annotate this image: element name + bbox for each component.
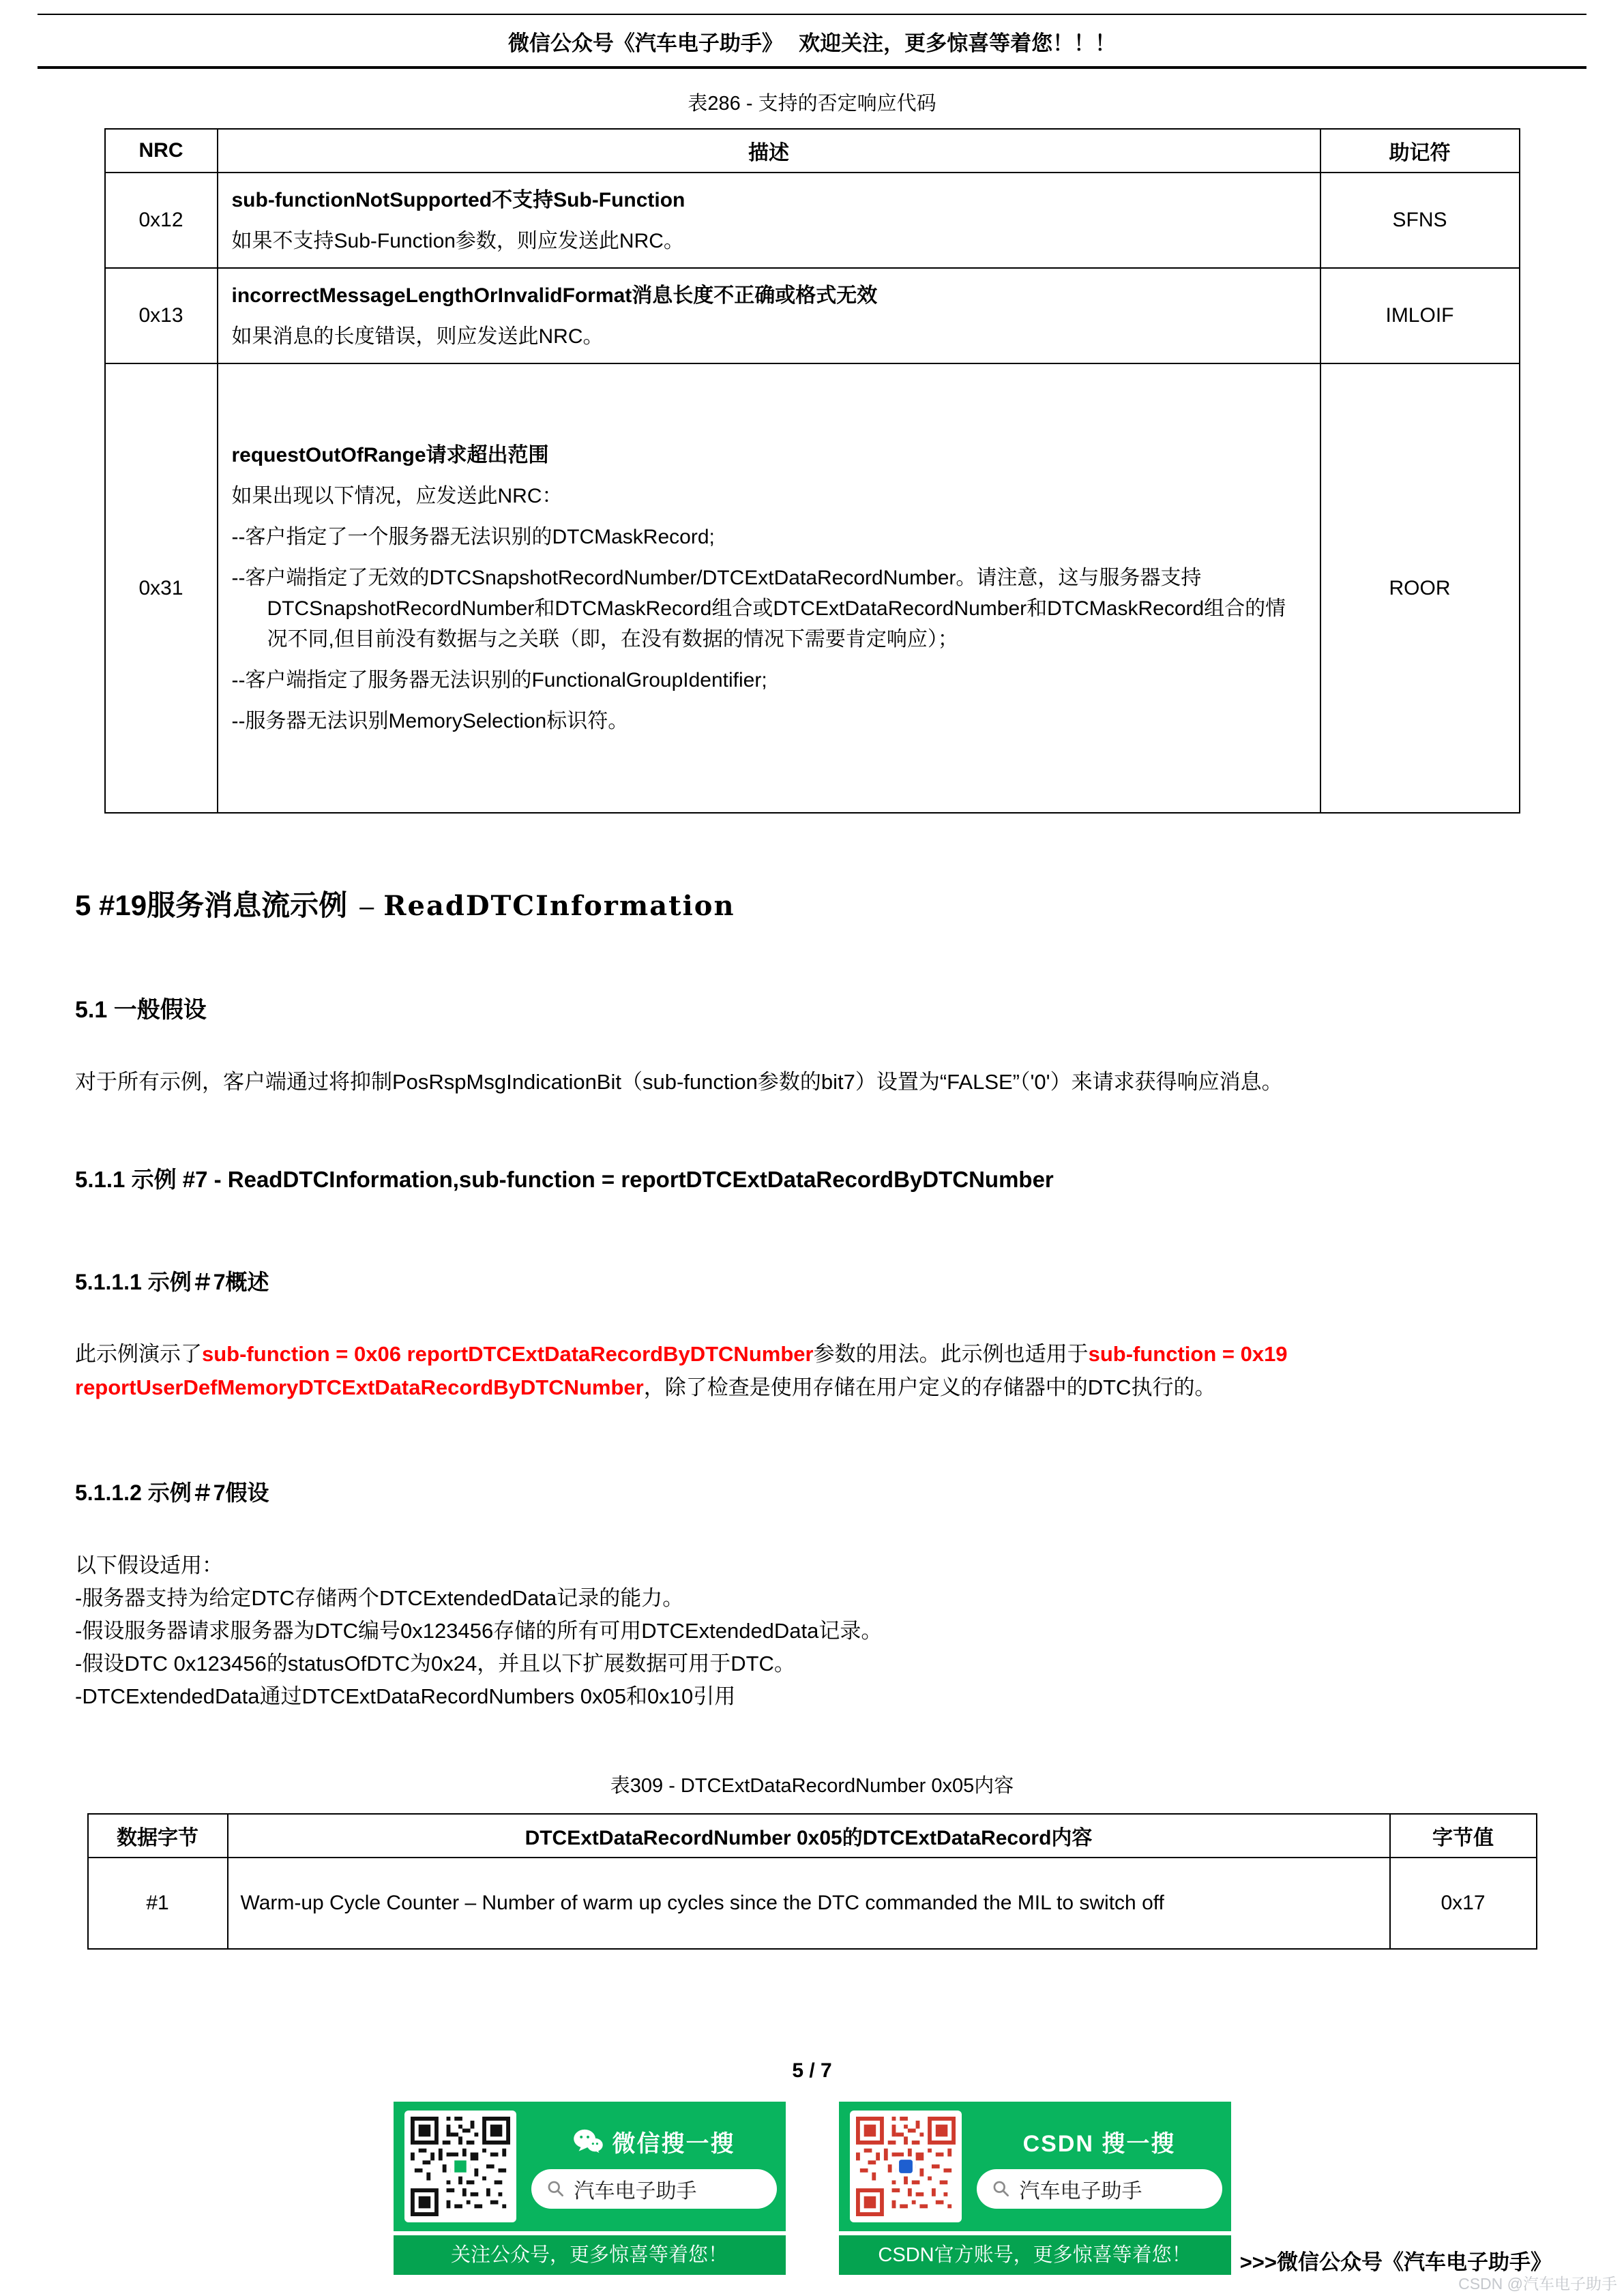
nrc-code: 0x12 — [105, 173, 218, 268]
col-header-content: DTCExtDataRecordNumber 0x05的DTCExtDataRecord内容 — [228, 1814, 1390, 1858]
page-number: 5 / 7 — [792, 2059, 832, 2082]
csdn-qr-code-icon — [856, 2117, 956, 2216]
wechat-qr-frame — [404, 2111, 516, 2222]
section-5-1-paragraph: 对于所有示例，客户端通过将抑制PosRspMsgIndicationBit（sub-function参数的bit7）设置为“FALSE”（'0'）来请求获得响应消息。 — [75, 1070, 1283, 1094]
col-header-description: 描述 — [218, 129, 1320, 173]
section-5-heading-en: ReadDTCInformation — [383, 890, 735, 922]
wechat-qr-caption: 关注公众号，更多惊喜等着您！ — [394, 2235, 786, 2275]
section-5-1-1-1-heading: 5.1.1.1 示例＃7概述 — [75, 1269, 269, 1294]
wechat-qr-banner — [394, 2102, 786, 2231]
wechat-search-label: 微信搜一搜 — [612, 2130, 735, 2157]
header-banner-text: 微信公众号《汽车电子助手》 欢迎关注，更多惊喜等着您！！！ — [507, 31, 1117, 55]
nrc-table-header-row — [105, 129, 1520, 173]
csdn-qr-banner — [839, 2102, 1231, 2231]
csdn-search-row — [1023, 2125, 1176, 2158]
nrc-row-0x12 — [105, 173, 1520, 268]
example7-assumptions — [75, 1549, 1549, 1713]
nrc-description-title: requestOutOfRange请求超出范围 — [231, 444, 549, 466]
csdn-qr-caption: CSDN官方账号，更多惊喜等着您！ — [839, 2235, 1231, 2275]
example7-overview-paragraph — [75, 1337, 1549, 1405]
wechat-search-row — [573, 2125, 735, 2158]
csdn-watermark: CSDN @汽车电子助手 — [1458, 2275, 1617, 2293]
nrc-description-title: incorrectMessageLengthOrInvalidFormat消息长度不正确或格式无效 — [231, 284, 878, 307]
csdn-search-label: CSDN 搜一搜 — [1022, 2130, 1176, 2157]
nrc-mnemonic: IMLOIF — [1320, 268, 1520, 363]
nrc-description-cell — [218, 268, 1320, 363]
nrc-description-bullet: --服务器无法识别MemorySelection标识符。 — [231, 710, 629, 732]
page-footer — [0, 2053, 1624, 2296]
nrc-row-0x13 — [105, 268, 1520, 363]
csdn-qr-frame — [850, 2111, 962, 2222]
col-header-nrc: NRC — [105, 129, 218, 173]
csdn-search-text: 汽车电子助手 — [1019, 2179, 1142, 2203]
extdata-byte: #1 — [88, 1858, 228, 1949]
nrc-table — [104, 128, 1520, 814]
nrc-mnemonic: ROOR — [1320, 363, 1520, 813]
wechat-icon — [573, 2128, 603, 2154]
section-5-heading — [75, 883, 1549, 924]
overview-text-segment: 此示例演示了 — [75, 1341, 202, 1366]
assumption-line: -假设服务器请求服务器为DTC编号0x123456存储的所有可用DTCExtendedData记录。 — [75, 1618, 883, 1643]
wechat-search-text: 汽车电子助手 — [574, 2179, 697, 2203]
nrc-description-bullet: --客户指定了一个服务器无法识别的DTCMaskRecord; — [231, 526, 715, 548]
overview-highlight-segment: sub-function = 0x19 reportUserDefMemoryDTCExtDataRecordByDTCNumber — [75, 1341, 1288, 1400]
nrc-description-bullet: --客户端指定了服务器无法识别的FunctionalGroupIdentifier; — [231, 669, 767, 691]
nrc-description-cell — [218, 173, 1320, 268]
section-5-1-heading: 5.1 一般假设 — [75, 997, 207, 1023]
nrc-description-title: sub-functionNotSupported不支持Sub-Function — [231, 188, 685, 211]
csdn-search-box — [977, 2169, 1222, 2209]
search-icon — [992, 2179, 1010, 2198]
table309-caption: 表309 - DTCExtDataRecordNumber 0x05内容 — [610, 1775, 1014, 1798]
nrc-description-line: 如果不支持Sub-Function参数，则应发送此NRC。 — [231, 229, 684, 252]
extdata-table — [87, 1813, 1537, 1950]
header-bottom-rule — [38, 66, 1586, 69]
wechat-qr-code-icon — [411, 2117, 510, 2216]
overview-text-segment: ，除了检查是使用存储在用户定义的存储器中的DTC执行的。 — [643, 1375, 1216, 1400]
wechat-qr-block — [394, 2102, 786, 2275]
extdata-table-header-row — [88, 1814, 1537, 1858]
nrc-description-cell — [218, 363, 1320, 813]
extdata-description: Warm-up Cycle Counter – Number of warm up cycles since the DTC commanded the MIL to switch off — [228, 1858, 1390, 1949]
col-header-bytevalue: 字节值 — [1390, 1814, 1537, 1858]
promo-text: >>>微信公众号《汽车电子助手》 — [1239, 2250, 1552, 2274]
assumption-line: 以下假设适用： — [75, 1553, 223, 1577]
search-icon — [546, 2179, 565, 2198]
assumption-line: -服务器支持为给定DTC存储两个DTCExtendedData记录的能力。 — [75, 1585, 684, 1610]
nrc-description-bullet: --客户端指定了无效的DTCSnapshotRecordNumber/DTCExtDataRecordNumber。请注意，这与服务器支持DTCSnapshotRecordNumber和DTCMaskRecord组合或DTCExtDataRecordNumber和DTCMaskRecord组合的情况不同,但目前没有数据与之关联（即，在没有数据的情况下需要肯定响应）； — [231, 567, 1286, 651]
overview-text-segment: 参数的用法。此示例也适用于 — [813, 1341, 1089, 1366]
extdata-row — [88, 1858, 1537, 1949]
nrc-mnemonic: SFNS — [1320, 173, 1520, 268]
nrc-description-line: 如果消息的长度错误，则应发送此NRC。 — [231, 325, 604, 348]
wechat-search-box — [531, 2169, 777, 2209]
nrc-code: 0x31 — [105, 363, 218, 813]
section-5-1-1-2-heading: 5.1.1.2 示例＃7假设 — [75, 1480, 269, 1505]
section-5-heading-zh: 5 #19服务消息流示例 — [75, 889, 348, 921]
nrc-code: 0x13 — [105, 268, 218, 363]
section-5-1-1-heading: 5.1.1 示例 #7 - ReadDTCInformation,sub-function = reportDTCExtDataRecordByDTCNumber — [75, 1166, 1054, 1192]
csdn-qr-block — [839, 2102, 1231, 2275]
nrc-description-intro: 如果出现以下情况，应发送此NRC： — [231, 485, 563, 507]
assumption-line: -DTCExtendedData通过DTCExtDataRecordNumbers 0x05和0x10引用 — [75, 1684, 736, 1708]
col-header-databyte: 数据字节 — [88, 1814, 228, 1858]
assumption-line: -假设DTC 0x123456的statusOfDTC为0x24，并且以下扩展数据可用于DTC。 — [75, 1651, 795, 1675]
nrc-row-0x31 — [105, 363, 1520, 813]
table286-caption: 表286 - 支持的否定响应代码 — [688, 93, 936, 115]
overview-highlight-segment: sub-function = 0x06 reportDTCExtDataRecordByDTCNumber — [202, 1341, 814, 1366]
col-header-mnemonic: 助记符 — [1320, 129, 1520, 173]
section-5-heading-dash: – — [359, 893, 374, 921]
extdata-value: 0x17 — [1390, 1858, 1537, 1949]
